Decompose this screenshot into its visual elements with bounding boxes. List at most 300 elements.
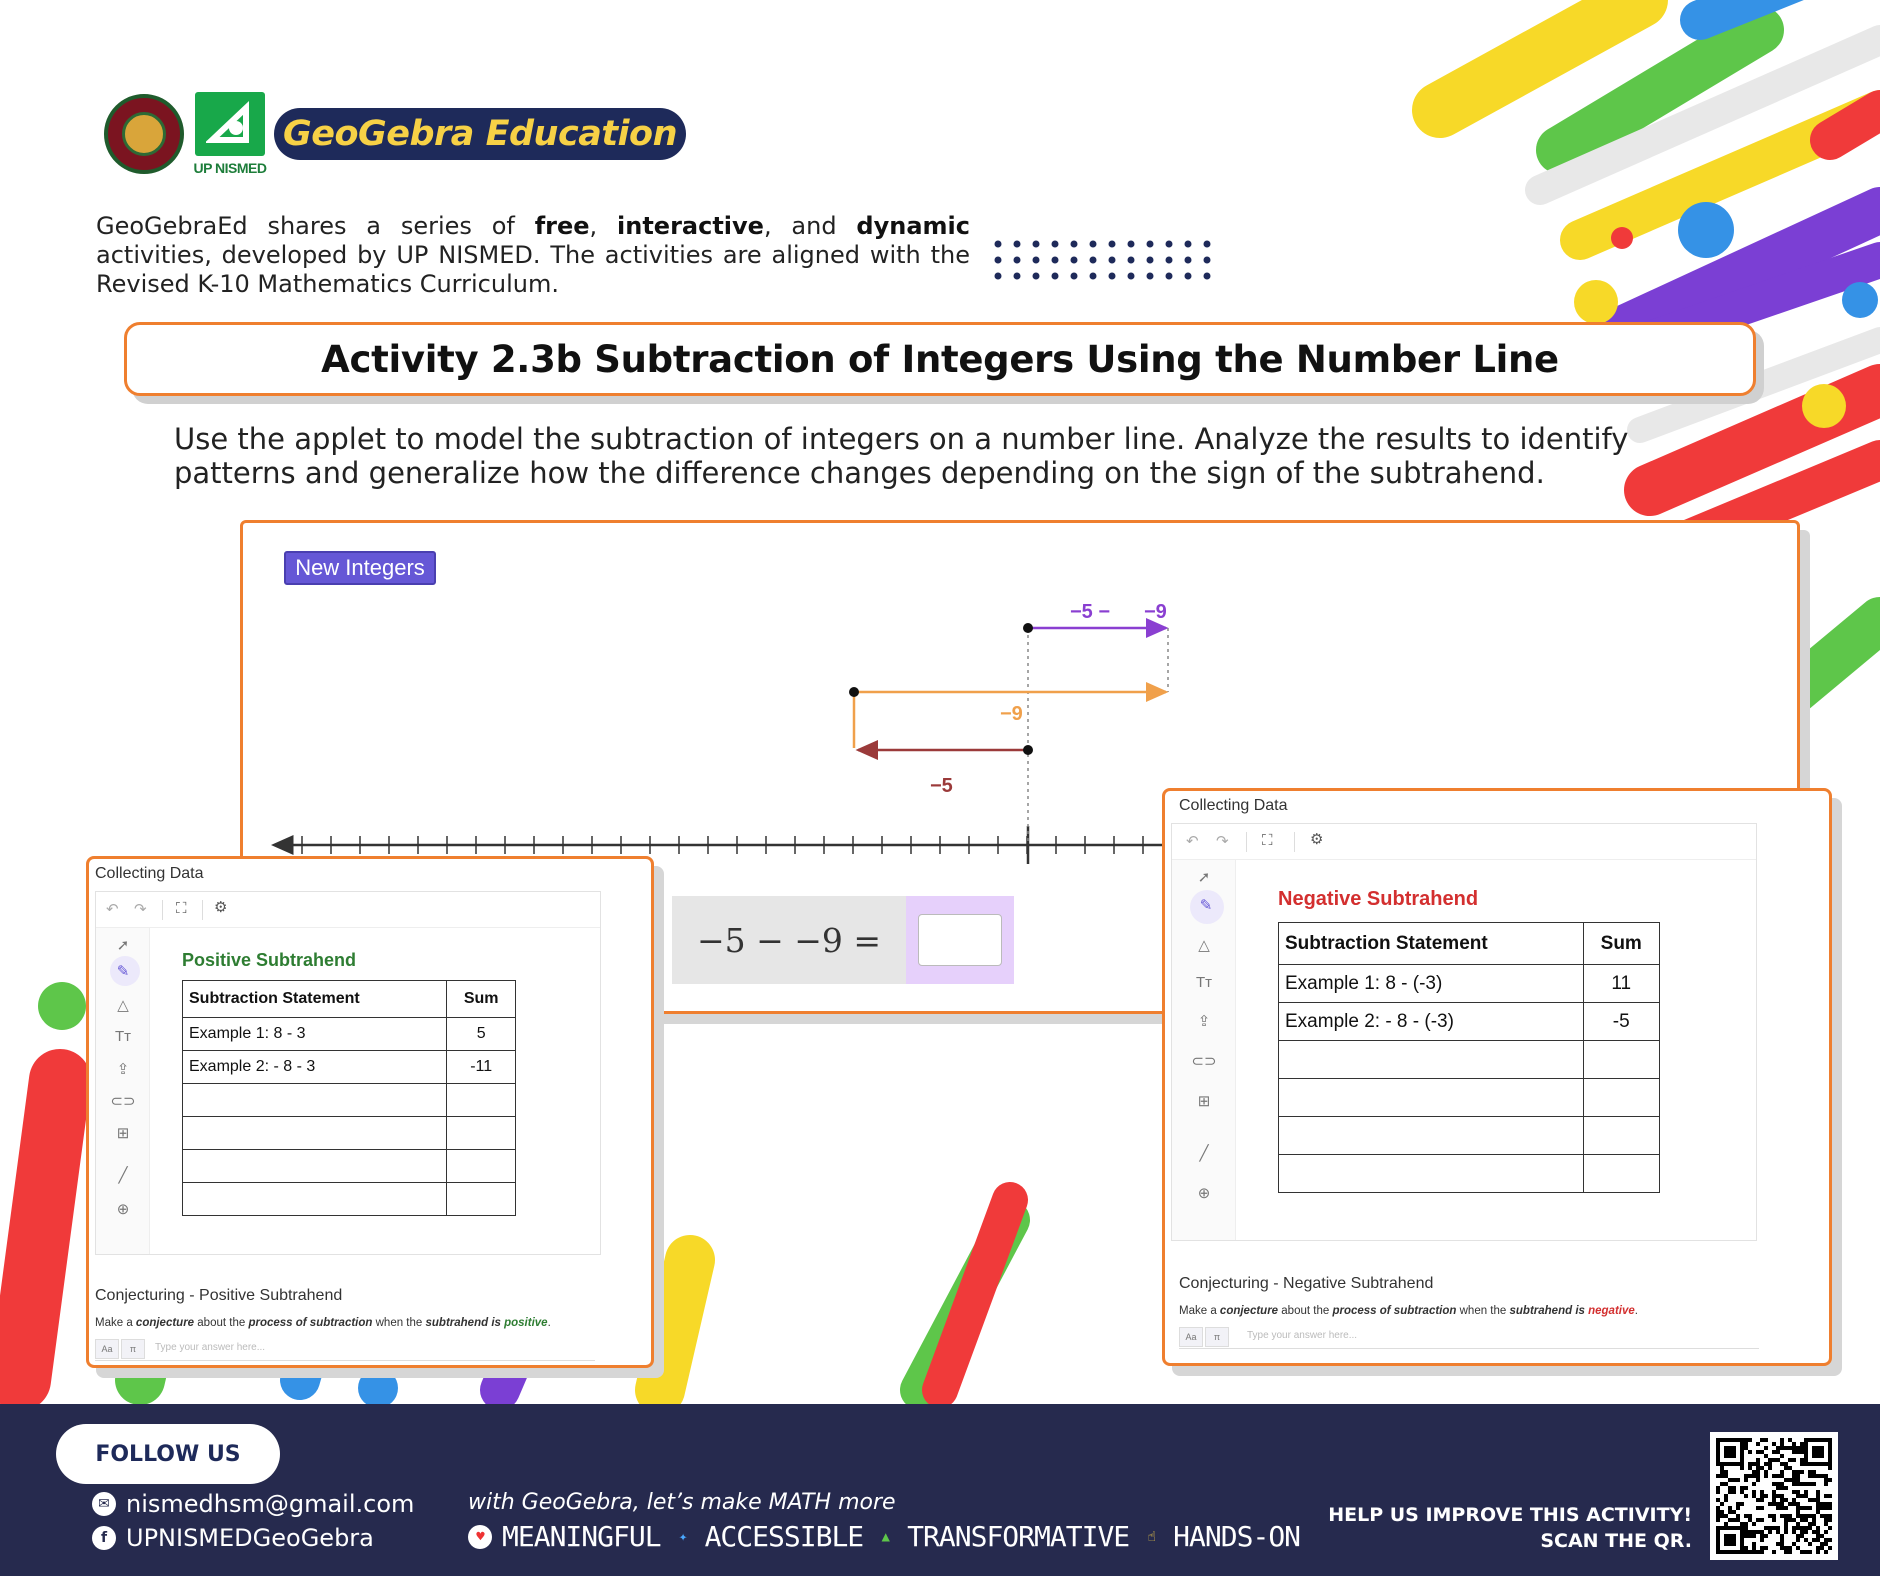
table-row[interactable] [1279, 1079, 1660, 1117]
qr-module [1748, 1450, 1752, 1454]
qr-module [1824, 1530, 1828, 1534]
conjecture-title: Conjecturing - Negative Subtrahend [1179, 1275, 1434, 1292]
data-table[interactable] [1278, 922, 1660, 1193]
qr-module [1808, 1526, 1812, 1530]
qr-module [1760, 1498, 1764, 1502]
table-header-row [183, 981, 516, 1018]
qr-module [1724, 1482, 1728, 1486]
decorative-dot [1109, 241, 1116, 248]
qr-module [1824, 1502, 1828, 1506]
qr-module [1776, 1450, 1780, 1454]
answer-input[interactable] [918, 914, 1002, 966]
qr-module [1776, 1506, 1780, 1510]
statement-cell[interactable]: Example 2: - 8 - 3 [183, 1051, 447, 1084]
qr-module [1784, 1506, 1788, 1510]
qr-module [1816, 1550, 1820, 1554]
equation-text: −5 − −9 = [696, 920, 882, 960]
facebook-contact[interactable]: f UPNISMEDGeoGebra [92, 1524, 374, 1552]
qr-module [1804, 1506, 1808, 1510]
decorative-dot [1166, 273, 1173, 280]
qr-module [1772, 1490, 1776, 1494]
qr-module [1812, 1514, 1816, 1518]
qr-module [1816, 1474, 1820, 1478]
qr-module [1828, 1506, 1832, 1510]
qr-module [1724, 1514, 1728, 1518]
qr-module [1720, 1514, 1724, 1518]
geogebra-education-brand: GeoGebra Education [274, 108, 686, 160]
text-icon[interactable]: Tт [1195, 974, 1213, 991]
qr-module [1716, 1518, 1720, 1522]
qr-module [1744, 1534, 1748, 1538]
page-title: Activity 2.3b Subtraction of Integers Using the Number Line [321, 337, 1559, 381]
qr-module [1800, 1462, 1804, 1466]
qr-module [1792, 1470, 1796, 1474]
qr-module [1764, 1454, 1768, 1458]
conjecture-prompt: Make a conjecture about the process of subtraction when the subtrahend is positive. [95, 1317, 551, 1329]
shapes-icon[interactable]: △ [1198, 937, 1210, 954]
statement-cell[interactable] [1279, 1117, 1584, 1155]
qr-module [1788, 1550, 1792, 1554]
qr-module [1752, 1542, 1756, 1546]
qr-module [1824, 1482, 1828, 1486]
label-top-a: −5 − [1070, 601, 1111, 623]
qr-module [1720, 1510, 1724, 1514]
table-row[interactable] [1279, 965, 1660, 1003]
qr-module [1812, 1530, 1816, 1534]
sum-cell[interactable]: -11 [447, 1051, 516, 1084]
sum-cell[interactable] [447, 1084, 516, 1117]
qr-module [1772, 1482, 1776, 1486]
qr-module [1756, 1550, 1760, 1554]
decorative-dot [1090, 257, 1097, 264]
qr-module [1792, 1478, 1796, 1482]
qr-module [1720, 1502, 1724, 1506]
qr-module [1804, 1514, 1808, 1518]
qr-module [1800, 1450, 1804, 1454]
qr-module [1744, 1442, 1748, 1446]
qr-module [1776, 1526, 1780, 1530]
qr-module [1800, 1482, 1804, 1486]
text-icon[interactable]: Tт [114, 1028, 132, 1045]
fullscreen-icon[interactable]: ⛶ [176, 900, 187, 917]
qr-module [1744, 1514, 1748, 1518]
qr-module [1752, 1530, 1756, 1534]
statement-cell[interactable]: Example 1: 8 - (-3) [1279, 965, 1584, 1003]
qr-module [1792, 1450, 1796, 1454]
qr-module [1812, 1538, 1816, 1542]
growth-icon: ▲ [881, 1528, 889, 1545]
network-icon: ✦ [678, 1528, 687, 1545]
qr-module [1764, 1470, 1768, 1474]
qr-module [1796, 1514, 1800, 1518]
qr-module [1760, 1534, 1764, 1538]
sum-cell[interactable] [1583, 1041, 1660, 1079]
statement-cell[interactable] [183, 1150, 447, 1183]
qr-module [1800, 1446, 1804, 1450]
decorative-dot [1109, 257, 1116, 264]
qr-module [1724, 1470, 1728, 1474]
qr-module [1732, 1510, 1736, 1514]
qr-module [1780, 1546, 1784, 1550]
table-row[interactable] [1279, 1117, 1660, 1155]
pen-icon[interactable]: ✎ [1199, 897, 1213, 914]
qr-module [1800, 1442, 1804, 1446]
decorative-dot [1033, 257, 1040, 264]
gear-icon[interactable]: ⚙ [1310, 831, 1324, 848]
qr-module [1828, 1494, 1832, 1498]
qr-module [1792, 1482, 1796, 1486]
activity-title-box [124, 322, 1756, 396]
qr-module [1764, 1494, 1768, 1498]
qr-module [1788, 1546, 1792, 1550]
qr-module [1776, 1494, 1780, 1498]
undo-icon[interactable]: ↶ [106, 901, 119, 918]
qr-module [1804, 1538, 1808, 1542]
qr-code[interactable] [1710, 1432, 1838, 1560]
qr-module [1772, 1526, 1776, 1530]
qr-module [1728, 1518, 1732, 1522]
qr-module [1796, 1546, 1800, 1550]
qr-module [1796, 1502, 1800, 1506]
qr-module [1784, 1550, 1788, 1554]
qr-module [1716, 1498, 1720, 1502]
qr-module [1752, 1534, 1756, 1538]
qr-module [1760, 1550, 1764, 1554]
statement-cell[interactable] [183, 1084, 447, 1117]
qr-module [1784, 1514, 1788, 1518]
qr-module [1720, 1482, 1724, 1486]
qr-module [1716, 1514, 1720, 1518]
table-row[interactable] [183, 1018, 516, 1051]
upload-icon[interactable]: ⇪ [116, 1061, 130, 1078]
qr-module [1728, 1510, 1732, 1514]
qr-module [1748, 1466, 1752, 1470]
decorative-dot [1090, 241, 1097, 248]
notes-canvas[interactable] [95, 891, 601, 1255]
qr-module [1784, 1522, 1788, 1526]
qr-module [1780, 1514, 1784, 1518]
qr-module [1796, 1474, 1800, 1478]
pointer-icon[interactable]: ➚ [116, 937, 130, 954]
decorative-dot [995, 241, 1002, 248]
fullscreen-icon[interactable]: ⛶ [1262, 832, 1273, 849]
data-table[interactable] [182, 980, 516, 1216]
collecting-data-panel-negative [1162, 788, 1832, 1366]
qr-module [1744, 1478, 1748, 1482]
qr-module [1744, 1494, 1748, 1498]
qr-module [1716, 1474, 1720, 1478]
qr-module [1756, 1474, 1760, 1478]
qr-module [1804, 1550, 1808, 1554]
qr-module [1792, 1518, 1796, 1522]
sum-cell[interactable] [447, 1150, 516, 1183]
qr-module [1796, 1534, 1800, 1538]
qr-module [1732, 1490, 1736, 1494]
qr-module [1820, 1546, 1824, 1550]
qr-module [1740, 1522, 1744, 1526]
qr-module [1772, 1498, 1776, 1502]
qr-module [1800, 1526, 1804, 1530]
qr-module [1756, 1462, 1760, 1466]
qr-module [1732, 1478, 1736, 1482]
panel-heading: Negative Subtrahend [1278, 888, 1479, 910]
notes-canvas[interactable] [1171, 823, 1757, 1241]
decorative-dot [1185, 273, 1192, 280]
qr-module [1824, 1518, 1828, 1522]
statement-cell[interactable] [1279, 1079, 1584, 1117]
qr-module [1772, 1518, 1776, 1522]
text-mode-button[interactable]: Aa [1179, 1327, 1203, 1347]
qr-module [1816, 1534, 1820, 1538]
link-icon[interactable]: ⊂⊃ [110, 1093, 136, 1110]
qr-module [1816, 1498, 1820, 1502]
table-row[interactable] [1279, 1041, 1660, 1079]
qr-module [1784, 1526, 1788, 1530]
qr-module [1772, 1458, 1776, 1462]
decorative-dot [1166, 241, 1173, 248]
statement-cell[interactable] [1279, 1155, 1584, 1193]
qr-module [1800, 1514, 1804, 1518]
qr-module [1784, 1518, 1788, 1522]
qr-module [1792, 1542, 1796, 1546]
qr-module [1792, 1498, 1796, 1502]
add-icon[interactable]: ⊞ [1197, 1093, 1211, 1110]
qr-module [1760, 1538, 1764, 1542]
sum-cell[interactable] [1583, 1155, 1660, 1193]
target-icon[interactable]: ⊕ [116, 1201, 130, 1218]
qr-module [1776, 1458, 1780, 1462]
qr-module [1724, 1474, 1728, 1478]
qr-module [1796, 1522, 1800, 1526]
qr-module [1828, 1502, 1832, 1506]
qr-module [1740, 1466, 1744, 1470]
qr-module [1816, 1526, 1820, 1530]
heart-icon: ♥ [468, 1525, 492, 1549]
follow-us-badge: FOLLOW US [56, 1424, 280, 1484]
link-icon[interactable]: ⊂⊃ [1191, 1053, 1217, 1070]
qr-module [1824, 1538, 1828, 1542]
qr-module [1828, 1518, 1832, 1522]
qr-module [1800, 1506, 1804, 1510]
qr-module [1796, 1494, 1800, 1498]
qr-module [1716, 1506, 1720, 1510]
qr-module [1824, 1514, 1828, 1518]
qr-module [1804, 1490, 1808, 1494]
qr-module [1788, 1502, 1792, 1506]
qr-module [1828, 1478, 1832, 1482]
sum-cell[interactable] [447, 1183, 516, 1216]
qr-module [1736, 1506, 1740, 1510]
qr-module [1812, 1482, 1816, 1486]
qr-module [1792, 1474, 1796, 1478]
statement-cell[interactable]: Example 2: - 8 - (-3) [1279, 1003, 1584, 1041]
qr-module [1800, 1534, 1804, 1538]
qr-module [1776, 1502, 1780, 1506]
redo-icon[interactable]: ↷ [134, 901, 147, 918]
qr-module [1816, 1538, 1820, 1542]
email-contact[interactable]: ✉ nismedhsm@gmail.com [92, 1490, 414, 1518]
qr-module [1780, 1498, 1784, 1502]
qr-module [1808, 1482, 1812, 1486]
qr-module [1728, 1490, 1732, 1494]
qr-module [1724, 1534, 1736, 1546]
qr-module [1744, 1526, 1748, 1530]
decorative-dot [1109, 273, 1116, 280]
table-row[interactable] [1279, 1155, 1660, 1193]
qr-module [1812, 1518, 1816, 1522]
qr-module [1772, 1494, 1776, 1498]
shapes-icon[interactable]: △ [117, 997, 129, 1014]
statement-cell[interactable] [183, 1183, 447, 1216]
gear-icon[interactable]: ⚙ [214, 899, 228, 916]
label-mid: −9 [1000, 703, 1023, 725]
decorative-dot [1204, 273, 1211, 280]
table-row[interactable] [183, 1183, 516, 1216]
answer-bar [95, 1337, 595, 1361]
math-mode-button[interactable]: π [121, 1339, 145, 1359]
qr-module [1736, 1502, 1740, 1506]
table-row[interactable] [183, 1150, 516, 1183]
qr-module [1804, 1494, 1808, 1498]
qr-module [1776, 1542, 1780, 1546]
qr-module [1748, 1530, 1752, 1534]
qr-module [1768, 1502, 1772, 1506]
column-header: Sum [447, 981, 516, 1018]
ruler-icon[interactable]: ╱ [118, 1167, 128, 1184]
new-integers-button[interactable]: New Integers [284, 551, 436, 585]
table-row[interactable] [1279, 1003, 1660, 1041]
decorative-dot [1185, 257, 1192, 264]
column-header: Sum [1583, 923, 1660, 965]
answer-bar [1179, 1325, 1759, 1349]
table-row[interactable] [183, 1051, 516, 1084]
statement-cell[interactable]: Example 1: 8 - 3 [183, 1018, 447, 1051]
qr-module [1744, 1522, 1748, 1526]
qr-module [1804, 1518, 1808, 1522]
qr-module [1744, 1550, 1748, 1554]
qr-module [1796, 1470, 1800, 1474]
qr-module [1780, 1462, 1784, 1466]
qr-module [1752, 1474, 1756, 1478]
qr-module [1816, 1506, 1820, 1510]
qr-module [1784, 1530, 1788, 1534]
panel-title: Collecting Data [1179, 797, 1288, 814]
qr-module [1788, 1446, 1792, 1450]
math-mode-button[interactable]: π [1205, 1327, 1229, 1347]
qr-module [1804, 1482, 1808, 1486]
qr-module [1796, 1526, 1800, 1530]
qr-module [1796, 1446, 1800, 1450]
qr-module [1716, 1486, 1720, 1490]
qr-module [1748, 1474, 1752, 1478]
qr-module [1820, 1506, 1824, 1510]
qr-module [1812, 1522, 1816, 1526]
qr-module [1816, 1510, 1820, 1514]
decorative-dot [995, 257, 1002, 264]
qr-module [1724, 1498, 1728, 1502]
sum-cell[interactable] [1583, 1079, 1660, 1117]
answer-field[interactable]: Type your answer here... [155, 1342, 266, 1353]
qr-module [1804, 1530, 1808, 1534]
table-row[interactable] [183, 1084, 516, 1117]
qr-module [1748, 1462, 1752, 1466]
qr-module [1720, 1470, 1724, 1474]
ruler-icon[interactable]: ╱ [1199, 1145, 1209, 1162]
qr-module [1796, 1482, 1800, 1486]
sum-cell[interactable] [447, 1117, 516, 1150]
qr-module [1732, 1486, 1736, 1490]
qr-module [1780, 1438, 1784, 1442]
panel-title: Collecting Data [95, 865, 204, 882]
qr-module [1716, 1510, 1720, 1514]
qr-module [1784, 1486, 1788, 1490]
text-mode-button[interactable]: Aa [95, 1339, 119, 1359]
qr-module [1772, 1514, 1776, 1518]
qr-module [1768, 1514, 1772, 1518]
mail-icon: ✉ [92, 1492, 116, 1516]
sum-cell[interactable]: 11 [1583, 965, 1660, 1003]
qr-module [1820, 1502, 1824, 1506]
upload-icon[interactable]: ⇪ [1197, 1013, 1211, 1030]
qr-module [1776, 1486, 1780, 1490]
qr-module [1828, 1526, 1832, 1530]
answer-field[interactable]: Type your answer here... [1247, 1330, 1358, 1341]
qr-module [1716, 1490, 1720, 1494]
nismed-label: UP NISMED [193, 160, 267, 176]
qr-module [1752, 1462, 1756, 1466]
table-header-row [1279, 923, 1660, 965]
sum-cell[interactable]: 5 [447, 1018, 516, 1051]
qr-module [1744, 1474, 1748, 1478]
qr-module [1780, 1494, 1784, 1498]
qr-module [1736, 1518, 1740, 1522]
qr-module [1764, 1534, 1768, 1538]
qr-module [1768, 1458, 1772, 1462]
qr-module [1744, 1486, 1748, 1490]
sum-cell[interactable]: -5 [1583, 1003, 1660, 1041]
statement-cell[interactable] [1279, 1041, 1584, 1079]
pointer-icon[interactable]: ➚ [1197, 869, 1211, 886]
statement-cell[interactable] [183, 1117, 447, 1150]
feedback-prompt: HELP US IMPROVE THIS ACTIVITY! SCAN THE QR. [1328, 1504, 1692, 1552]
decorative-dot [1090, 273, 1097, 280]
qr-module [1796, 1450, 1800, 1454]
table-row[interactable] [183, 1117, 516, 1150]
undo-icon[interactable]: ↶ [1186, 833, 1199, 850]
target-icon[interactable]: ⊕ [1197, 1185, 1211, 1202]
redo-icon[interactable]: ↷ [1216, 833, 1229, 850]
qr-module [1768, 1462, 1772, 1466]
decorative-dot [1166, 257, 1173, 264]
qr-module [1760, 1494, 1764, 1498]
pen-icon[interactable]: ✎ [116, 963, 130, 980]
qr-module [1808, 1506, 1812, 1510]
qr-module [1740, 1502, 1744, 1506]
qr-module [1736, 1478, 1740, 1482]
qr-module [1768, 1526, 1772, 1530]
add-icon[interactable]: ⊞ [116, 1125, 130, 1142]
qr-module [1824, 1542, 1828, 1546]
qr-module [1732, 1518, 1736, 1522]
qr-module [1724, 1494, 1728, 1498]
qr-module [1780, 1482, 1784, 1486]
panel-heading: Positive Subtrahend [182, 950, 357, 970]
qr-module [1796, 1506, 1800, 1510]
sum-cell[interactable] [1583, 1117, 1660, 1155]
qr-module [1788, 1514, 1792, 1518]
decorative-dot [1147, 241, 1154, 248]
qr-module [1728, 1486, 1732, 1490]
